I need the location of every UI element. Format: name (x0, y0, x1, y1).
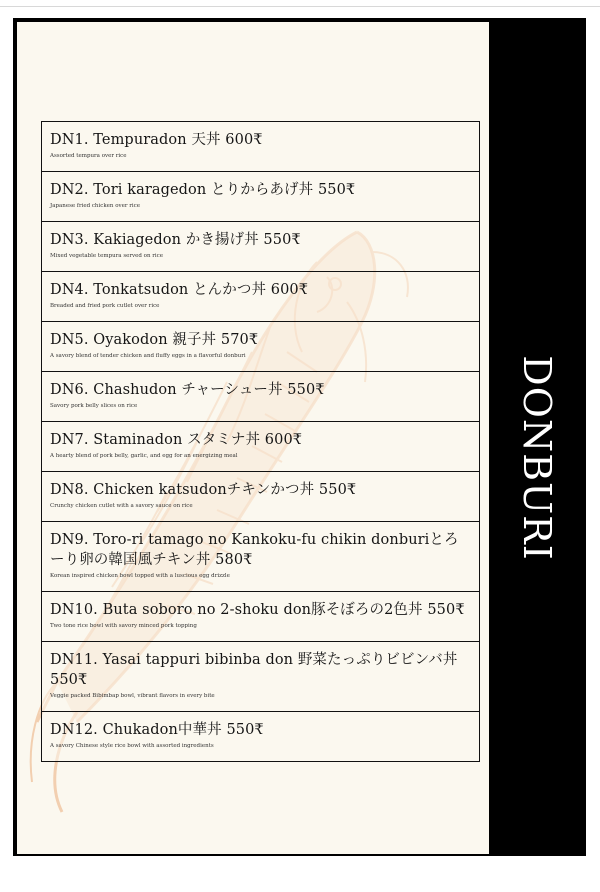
top-divider (0, 6, 600, 7)
menu-item-title: DN2. Tori karagedon とりからあげ丼 550₹ (50, 182, 356, 198)
menu-item-description: Mixed vegetable tempura served on rice (50, 253, 163, 259)
menu-item-description: Crunchy chicken cutlet with a savory sauce on rice (50, 503, 193, 509)
menu-item (42, 472, 479, 522)
menu-item (42, 372, 479, 422)
section-sidebar (489, 18, 586, 856)
menu-item-description: A savory blend of tender chicken and fluffy eggs in a flavorful donburi (50, 353, 246, 359)
menu-item-title: DN7. Staminadon スタミナ丼 600₹ (50, 432, 303, 448)
menu-item-title: DN9. Toro-ri tamago no Kankoku-fu chikin donburiとろーり卵の韓国風チキン丼 580₹ (50, 532, 459, 568)
menu-item-title: DN11. Yasai tappuri bibinba don 野菜たっぷりビビンバ丼 550₹ (50, 652, 458, 688)
menu-item (42, 712, 479, 762)
donburi-menu-list (41, 121, 480, 762)
menu-item (42, 222, 479, 272)
menu-item (42, 172, 479, 222)
menu-item-description: Breaded and fried pork cutlet over rice (50, 303, 160, 309)
menu-item-description: Korean inspired chicken bowl topped with a luscious egg drizzle (50, 573, 230, 579)
menu-page-frame (13, 18, 586, 856)
menu-item-title: DN1. Tempuradon 天丼 600₹ (50, 132, 263, 148)
menu-item-title: DN10. Buta soboro no 2-shoku don豚そぼろの2色丼 550₹ (50, 602, 465, 618)
menu-item-title: DN8. Chicken katsudonチキンかつ丼 550₹ (50, 482, 357, 498)
menu-item (42, 422, 479, 472)
menu-item-description: Two tone rice bowl with savory minced pork topping (50, 623, 197, 629)
menu-item (42, 642, 479, 712)
menu-item-title: DN6. Chashudon チャーシュー丼 550₹ (50, 382, 325, 398)
menu-item-title: DN5. Oyakodon 親子丼 570₹ (50, 332, 259, 348)
menu-item-description: A savory Chinese style rice bowl with assorted ingredients (50, 743, 214, 749)
menu-item-description: Japanese fried chicken over rice (50, 203, 140, 209)
section-title: DONBURI (515, 355, 559, 561)
menu-item (42, 592, 479, 642)
menu-item (42, 272, 479, 322)
menu-item-description: Veggie packed Bibimbap bowl, vibrant flavors in every bite (50, 693, 215, 699)
menu-item-description: A hearty blend of pork belly, garlic, and egg for an energizing meal (50, 453, 238, 459)
menu-panel (17, 22, 489, 854)
menu-item (42, 522, 479, 592)
menu-item-title: DN4. Tonkatsudon とんかつ丼 600₹ (50, 282, 309, 298)
menu-item (42, 322, 479, 372)
menu-item-title: DN12. Chukadon中華丼 550₹ (50, 722, 264, 738)
menu-item-description: Savory pork belly slices on rice (50, 403, 138, 409)
menu-item-description: Assorted tempura over rice (50, 153, 127, 159)
menu-item (42, 122, 479, 172)
menu-item-title: DN3. Kakiagedon かき揚げ丼 550₹ (50, 232, 301, 248)
